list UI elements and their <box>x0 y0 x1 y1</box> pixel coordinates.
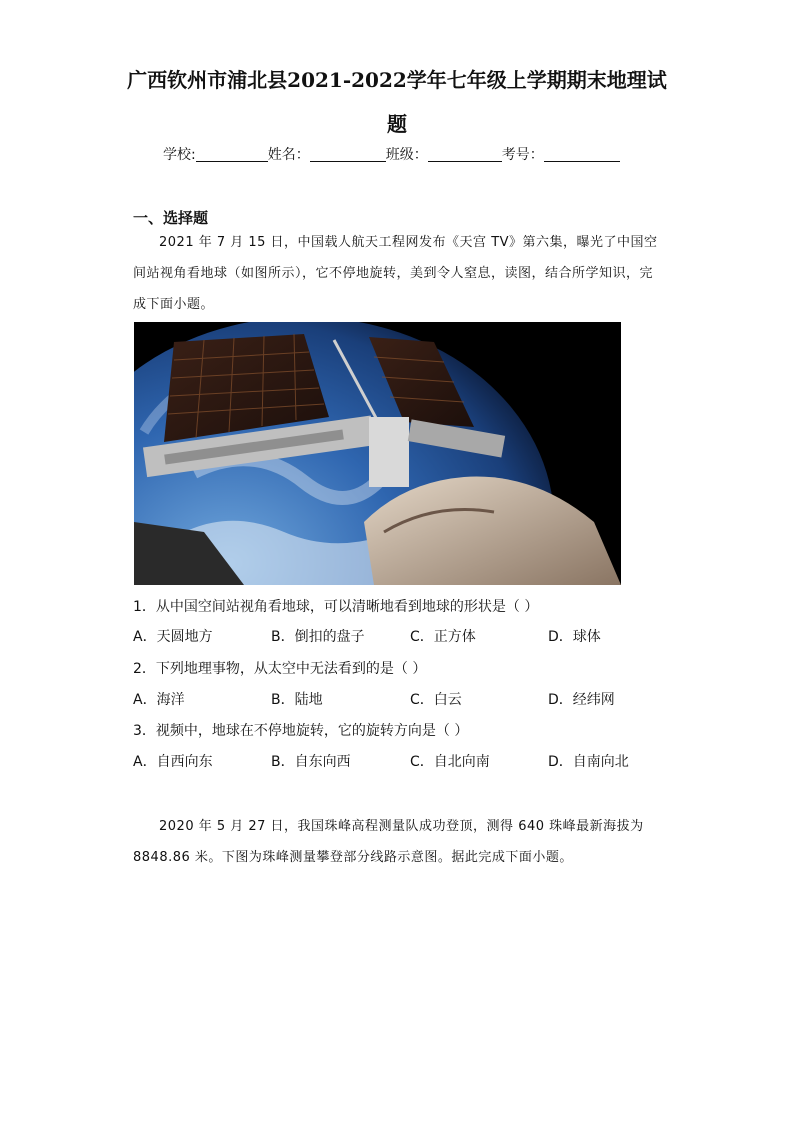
question-1: 1．从中国空间站视角看地球，可以清晰地看到地球的形状是（ ） <box>133 599 539 615</box>
q3-option-d[interactable]: D．自南向北 <box>548 754 629 770</box>
name-blank[interactable] <box>310 147 386 162</box>
q2-option-b[interactable]: B．陆地 <box>271 692 323 708</box>
question-3: 3．视频中，地球在不停地旋转，它的旋转方向是（ ） <box>133 723 469 739</box>
class-label: 班级： <box>385 147 428 163</box>
q2-option-c[interactable]: C．白云 <box>410 692 462 708</box>
title-line-1: 广西钦州市浦北县2021-2022学年七年级上学期期末地理试 <box>127 68 667 92</box>
q1-option-d[interactable]: D．球体 <box>548 629 601 645</box>
q2-option-a[interactable]: A．海洋 <box>133 692 185 708</box>
title-line-2: 题 <box>387 112 407 136</box>
q1-option-a[interactable]: A．天圆地方 <box>133 629 213 645</box>
question-2: 2．下列地理事物，从太空中无法看到的是（ ） <box>133 661 427 677</box>
exam-title <box>120 58 674 146</box>
q3-option-a[interactable]: A．自西向东 <box>133 754 213 770</box>
q3-option-c[interactable]: C．自北向南 <box>410 754 490 770</box>
class-blank[interactable] <box>428 147 502 162</box>
q1-option-c[interactable]: C．正方体 <box>410 629 476 645</box>
section-heading: 一、选择题 <box>133 209 209 227</box>
exam-no-blank[interactable] <box>544 147 620 162</box>
school-blank[interactable] <box>196 147 268 162</box>
exam-no-label: 考号： <box>501 147 544 163</box>
student-info-row <box>163 144 620 164</box>
space-station-earth-photo <box>134 322 621 585</box>
q2-option-d[interactable]: D．经纬网 <box>548 692 615 708</box>
school-label: 学校: <box>163 147 196 163</box>
q3-option-b[interactable]: B．自东向西 <box>271 754 351 770</box>
q1-option-b[interactable]: B．倒扣的盘子 <box>271 629 365 645</box>
intro-paragraph-2: 2020 年 5 月 27 日，我国珠峰高程测量队成功登顶，测得 640 珠峰最新海拔为 8848.86 米。下图为珠峰测量攀登部分线路示意图。据此完成下面小题。 <box>133 819 644 865</box>
intro-paragraph-1: 2021 年 7 月 15 日，中国载人航天工程网发布《天宫 TV》第六集，曝光了中国空间站视角看地球（如图所示），它不停地旋转，美到令人窒息，读图，结合所学知识，完成下面小题。 <box>133 235 658 312</box>
name-label: 姓名： <box>267 147 310 163</box>
